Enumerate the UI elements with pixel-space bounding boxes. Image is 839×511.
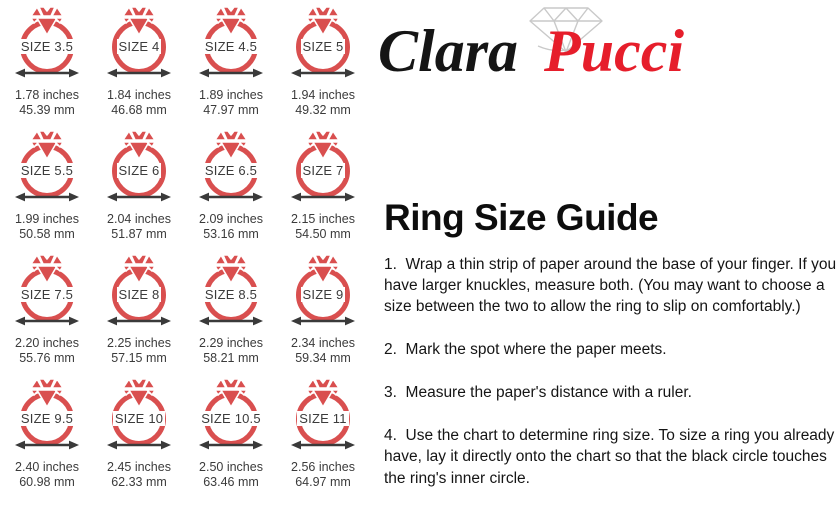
- diameter-arrow-icon: [107, 439, 171, 451]
- ring-diameter-mm: 54.50 mm: [295, 226, 351, 241]
- ring-size-cell: [1, 374, 93, 498]
- ring-size-cell: [93, 250, 185, 374]
- diameter-arrow-icon: [107, 315, 171, 327]
- ring-size-cell: [1, 250, 93, 374]
- diameter-arrow-icon: [15, 315, 79, 327]
- ring-diameter-mm: 55.76 mm: [19, 350, 75, 365]
- diamond-gem-icon: [305, 6, 341, 36]
- ring-diameter-inches: 2.09 inches: [199, 212, 263, 226]
- diamond-gem-icon: [213, 254, 249, 284]
- page-title: Ring Size Guide: [384, 197, 659, 238]
- ring-size-cell: [1, 126, 93, 250]
- ring-diameter-inches: 2.56 inches: [291, 460, 355, 474]
- diamond-gem-icon: [305, 378, 341, 408]
- ring-size-label: SIZE 8: [118, 287, 160, 302]
- brand-logo: [376, 4, 796, 99]
- ring-diameter-mm: 60.98 mm: [19, 474, 75, 489]
- ring-diameter-inches: 2.25 inches: [107, 336, 171, 350]
- diameter-arrow-icon: [199, 315, 263, 327]
- diameter-arrow-icon: [291, 439, 355, 451]
- diamond-gem-icon: [305, 254, 341, 284]
- instruction-steps: [384, 254, 839, 511]
- ring-size-cell: [93, 374, 185, 498]
- ring-diameter-mm: 46.68 mm: [111, 102, 167, 117]
- diamond-gem-icon: [29, 254, 65, 284]
- diameter-arrow-icon: [107, 191, 171, 203]
- ring-size-label: SIZE 4.5: [204, 39, 258, 54]
- ring-diameter-mm: 63.46 mm: [203, 474, 259, 489]
- ring-diameter-mm: 51.87 mm: [111, 226, 167, 241]
- ring-diameter-mm: 62.33 mm: [111, 474, 167, 489]
- diameter-arrow-icon: [199, 67, 263, 79]
- ring-diameter-inches: 2.34 inches: [291, 336, 355, 350]
- ring-size-cell: [277, 250, 369, 374]
- ring-diameter-inches: 2.20 inches: [15, 336, 79, 350]
- step-4: 4. Use the chart to determine ring size. To size a ring you already have, lay it directly onto the chart so that the black circle touches the ring's inner circle.: [384, 427, 835, 487]
- ring-size-cell: [93, 126, 185, 250]
- ring-size-cell: [185, 374, 277, 498]
- ring-size-cell: [277, 126, 369, 250]
- step-1: 1. Wrap a thin strip of paper around the base of your finger. If you have larger knuckles, measure both. (You may want to choose a size between the two to allow the ring to slip on comfortably.): [384, 256, 837, 316]
- diamond-gem-icon: [121, 130, 157, 160]
- ring-size-cell: [277, 2, 369, 126]
- diamond-gem-icon: [29, 130, 65, 160]
- ring-diameter-inches: 1.78 inches: [15, 88, 79, 102]
- diamond-gem-icon: [213, 378, 249, 408]
- step-3: 3. Measure the paper's distance with a ruler.: [384, 384, 692, 402]
- diamond-gem-icon: [29, 6, 65, 36]
- diamond-gem-icon: [305, 130, 341, 160]
- diamond-gem-icon: [213, 130, 249, 160]
- ring-diameter-inches: 1.99 inches: [15, 212, 79, 226]
- ring-size-cell: [93, 2, 185, 126]
- diameter-arrow-icon: [15, 67, 79, 79]
- diameter-arrow-icon: [199, 439, 263, 451]
- ring-size-cell: [1, 2, 93, 126]
- diameter-arrow-icon: [199, 191, 263, 203]
- ring-size-label: SIZE 4: [118, 39, 160, 54]
- ring-size-label: SIZE 11: [299, 411, 347, 426]
- diamond-gem-icon: [29, 378, 65, 408]
- brand-name-second: Pucci: [544, 18, 684, 84]
- ring-size-label: SIZE 6.5: [204, 163, 258, 178]
- ring-size-label: SIZE 5.5: [20, 163, 74, 178]
- diameter-arrow-icon: [291, 191, 355, 203]
- ring-diameter-inches: 2.40 inches: [15, 460, 79, 474]
- ring-diameter-inches: 2.04 inches: [107, 212, 171, 226]
- ring-diameter-inches: 2.50 inches: [199, 460, 263, 474]
- ring-diameter-mm: 57.15 mm: [111, 350, 167, 365]
- ring-diameter-inches: 1.84 inches: [107, 88, 171, 102]
- ring-diameter-inches: 2.45 inches: [107, 460, 171, 474]
- ring-size-label: SIZE 6: [118, 163, 160, 178]
- ring-size-label: SIZE 9: [302, 287, 344, 302]
- ring-diameter-mm: 53.16 mm: [203, 226, 259, 241]
- diamond-gem-icon: [121, 254, 157, 284]
- ring-size-label: SIZE 9.5: [20, 411, 74, 426]
- ring-size-cell: [185, 126, 277, 250]
- ring-size-cell: [277, 374, 369, 498]
- ring-size-label: SIZE 10.5: [201, 411, 261, 426]
- ring-size-cell: [185, 250, 277, 374]
- diameter-arrow-icon: [15, 439, 79, 451]
- ring-size-label: SIZE 3.5: [20, 39, 74, 54]
- ring-size-label: SIZE 7: [302, 163, 344, 178]
- ring-diameter-inches: 1.89 inches: [199, 88, 263, 102]
- diamond-gem-icon: [213, 6, 249, 36]
- ring-size-label: SIZE 5: [302, 39, 344, 54]
- brand-name-first: Clara: [378, 18, 519, 84]
- ring-diameter-inches: 1.94 inches: [291, 88, 355, 102]
- diameter-arrow-icon: [291, 315, 355, 327]
- ring-diameter-mm: 59.34 mm: [295, 350, 351, 365]
- ring-diameter-mm: 58.21 mm: [203, 350, 259, 365]
- step-2: 2. Mark the spot where the paper meets.: [384, 341, 667, 359]
- ring-size-label: SIZE 8.5: [204, 287, 258, 302]
- ring-diameter-mm: 45.39 mm: [19, 102, 75, 117]
- diameter-arrow-icon: [15, 191, 79, 203]
- diamond-gem-icon: [121, 6, 157, 36]
- diamond-gem-icon: [121, 378, 157, 408]
- diameter-arrow-icon: [291, 67, 355, 79]
- ring-size-label: SIZE 7.5: [20, 287, 74, 302]
- ring-diameter-mm: 50.58 mm: [19, 226, 75, 241]
- ring-size-label: SIZE 10: [114, 411, 164, 426]
- ring-diameter-mm: 49.32 mm: [295, 102, 351, 117]
- ring-diameter-mm: 64.97 mm: [295, 474, 351, 489]
- ring-size-cell: [185, 2, 277, 126]
- ring-diameter-inches: 2.29 inches: [199, 336, 263, 350]
- ring-size-chart: [1, 2, 369, 498]
- diameter-arrow-icon: [107, 67, 171, 79]
- ring-diameter-mm: 47.97 mm: [203, 102, 259, 117]
- ring-diameter-inches: 2.15 inches: [291, 212, 355, 226]
